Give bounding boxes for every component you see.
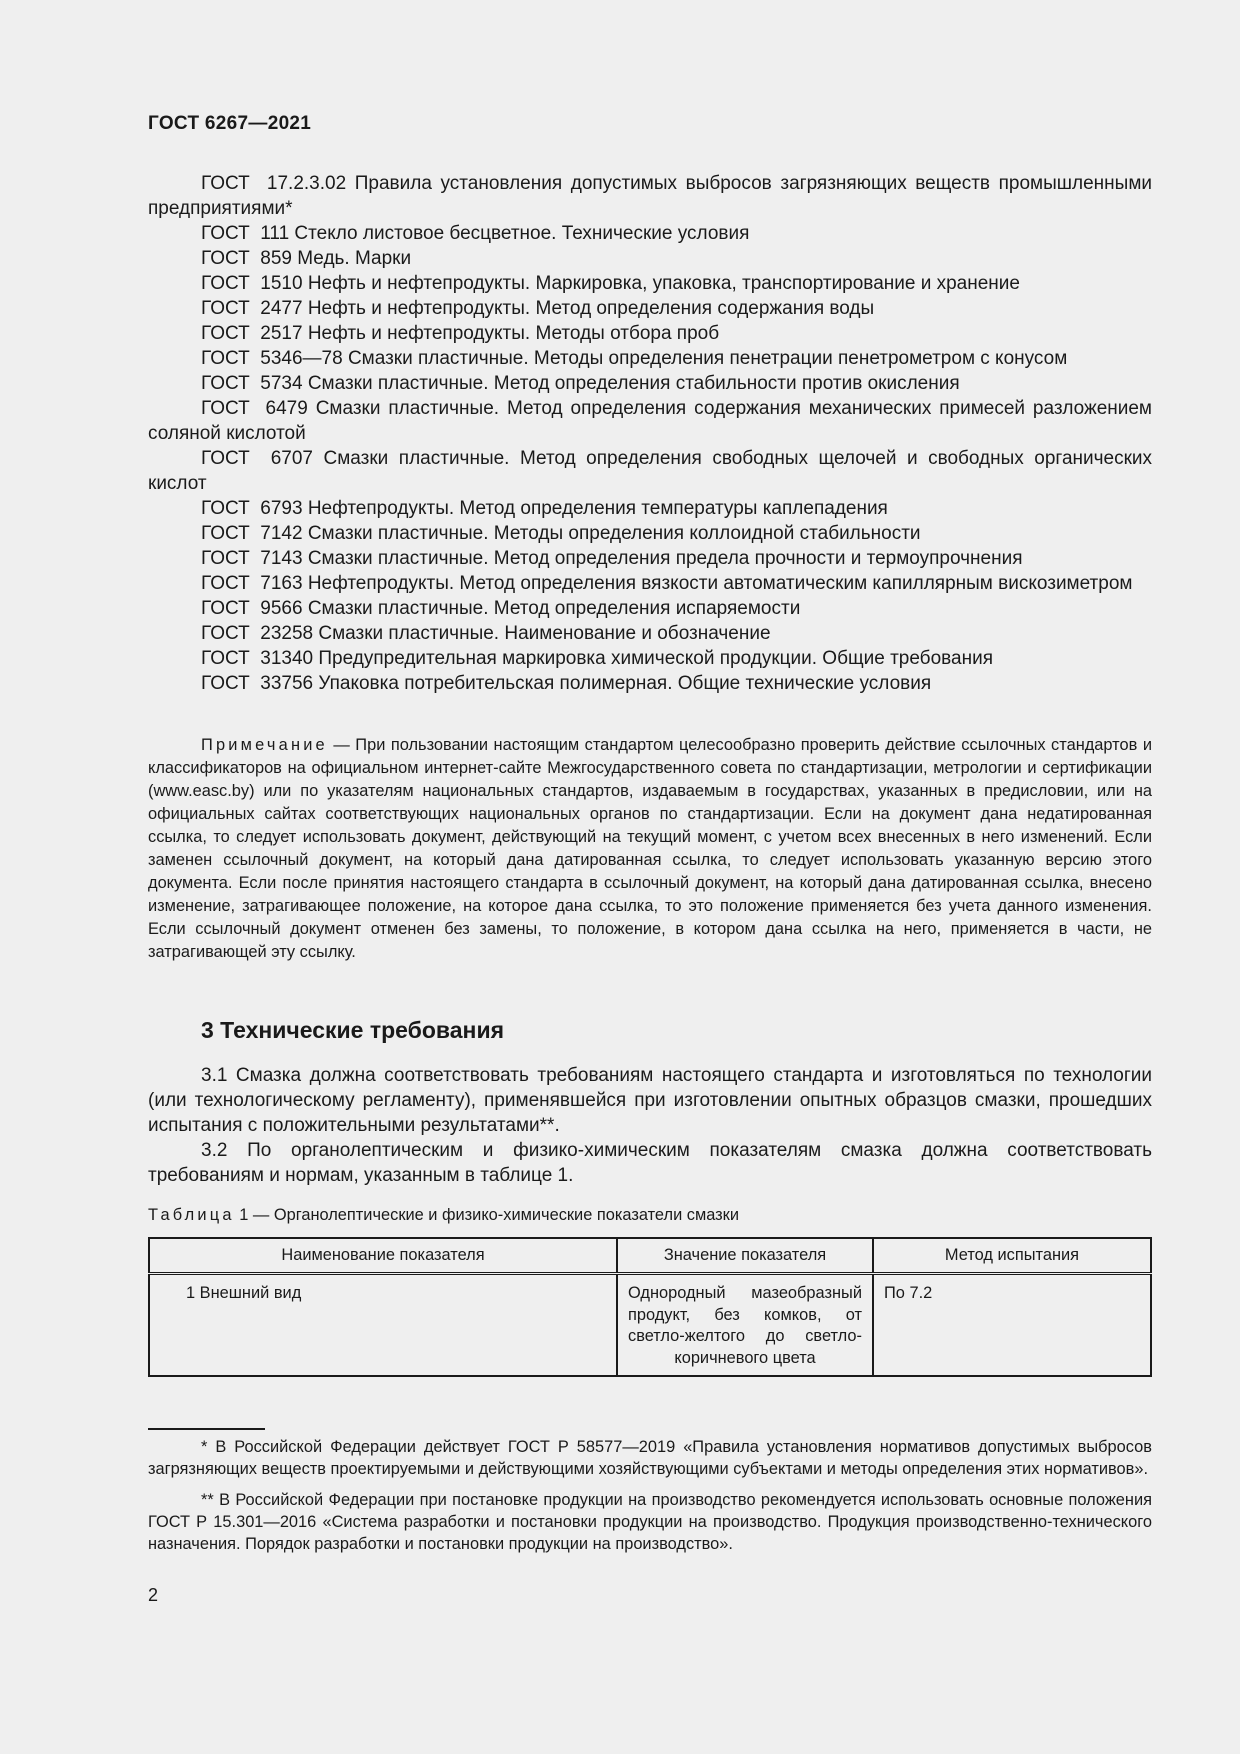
reference-title: Смазки пластичные. Метод определения испаряемости [307,598,801,619]
indicator-cell: 1 Внешний вид [149,1274,617,1377]
reference-title: Смазки пластичные. Методы определения пенетрации пенетрометром с конусом [347,348,1068,369]
reference-code: ГОСТ 5346—78 [201,348,343,369]
reference-item [148,221,1152,246]
reference-title: Смазки пластичные. Метод определения свободных щелочей и свободных органических кислот [148,448,1153,494]
reference-code: ГОСТ 6793 [201,498,303,519]
reference-code: ГОСТ 6707 [201,448,313,469]
reference-code: ГОСТ 2477 [201,298,303,319]
reference-title: Смазки пластичные. Наименование и обозначение [318,623,771,644]
value-cell: Однородный мазеобразный продукт, без комков, от светло-желтого до светло-коричневого цвета [617,1274,873,1377]
reference-code: ГОСТ 17.2.3.02 [201,173,347,194]
reference-item [148,171,1152,221]
footnotes [148,1436,1152,1564]
reference-code: ГОСТ 859 [201,248,292,269]
column-header-indicator: Наименование показателя [149,1238,617,1274]
reference-code: ГОСТ 23258 [201,623,314,644]
reference-item [148,346,1152,371]
note-text: — При пользовании настоящим стандартом целесообразно проверить действие ссылочных стандартов и классификаторов на официальном интернет-сайте Межгосударственного совета по стандартизации, метрологии и сертификации (www.easc.by) или по указателям национальных стандартов, издаваемым в государствах, указанных в предисловии, или на официальных сайтах соответствующих национальных органов по стандартизации. Если на документ дана недатированная ссылка, то следует использовать документ, действующий на текущий момент, с учетом всех внесенных в него изменений. Если заменен ссылочный документ, на который дана датированная ссылка, то следует использовать указанную версию этого документа. Если после принятия настоящего стандарта в ссылочный документ, на который дана датированная ссылка, внесено изменение, затрагивающее положение, на которое дана ссылка, то это положение применяется без учета данного изменения. Если ссылочный документ отменен без замены, то положение, в котором дана ссылка на него, применяется в части, не затрагивающей эту ссылку. [148,736,1152,961]
reference-item [148,621,1152,646]
reference-item [148,371,1152,396]
reference-title: Предупредительная маркировка химической продукции. Общие требования [318,648,993,669]
reference-item [148,396,1152,446]
footnote-separator [148,1428,265,1430]
references-note [148,734,1152,964]
reference-item [148,521,1152,546]
reference-code: ГОСТ 7142 [201,523,303,544]
reference-item [148,321,1152,346]
reference-code: ГОСТ 6479 [201,398,308,419]
reference-title: Смазки пластичные. Метод определения предела прочности и термоупрочнения [307,548,1023,569]
footnote-1: * В Российской Федерации действует ГОСТ Р 58577—2019 «Правила установления нормативов допустимых выбросов загрязняющих веществ проектируемыми и действующими хозяйствующими субъектами и методы определения этих нормативов». [148,1438,1152,1478]
reference-title: Медь. Марки [297,248,412,269]
reference-code: ГОСТ 1510 [201,273,303,294]
clause-3-2: 3.2 По органолептическим и физико-химическим показателям смазка должна соответствовать требованиям и нормам, указанным в таблице 1. [148,1140,1152,1186]
reference-title: Нефть и нефтепродукты. Метод определения содержания воды [307,298,875,319]
reference-item [148,446,1152,496]
reference-title: Нефтепродукты. Метод определения температуры каплепадения [307,498,888,519]
table-row [149,1274,1151,1377]
reference-title: Упаковка потребительская полимерная. Общие технические условия [318,673,932,694]
table-caption [148,1206,739,1225]
clause-3-1: 3.1 Смазка должна соответствовать требованиям настоящего стандарта и изготовляться по технологии (или технологическому регламенту), применявшейся при изготовлении опытных образцов смазки, прошедших испытания с положительными результатами**. [148,1065,1152,1136]
reference-title: Стекло листовое бесцветное. Технические условия [294,223,750,244]
reference-title: Нефть и нефтепродукты. Маркировка, упаковка, транспортирование и хранение [307,273,1020,294]
table-caption-text: 1 — Органолептические и физико-химические показатели смазки [234,1206,740,1224]
reference-title: Нефть и нефтепродукты. Методы отбора проб [307,323,720,344]
reference-item [148,596,1152,621]
reference-code: ГОСТ 2517 [201,323,303,344]
reference-item [148,571,1152,596]
normative-references-list [148,171,1152,696]
reference-item [148,496,1152,521]
reference-item [148,271,1152,296]
reference-code: ГОСТ 5734 [201,373,303,394]
reference-item [148,546,1152,571]
document-id-header: ГОСТ 6267—2021 [148,113,312,134]
reference-item [148,246,1152,271]
reference-code: ГОСТ 33756 [201,673,314,694]
reference-code: ГОСТ 31340 [201,648,314,669]
note-label: Примечание [201,736,328,754]
reference-title: Смазки пластичные. Метод определения содержания механических примесей разложением соляной кислотой [148,398,1152,444]
column-header-value: Значение показателя [617,1238,873,1274]
reference-title: Правила установления допустимых выбросов загрязняющих веществ промышленными предприятиями* [148,173,1152,219]
reference-code: ГОСТ 9566 [201,598,303,619]
reference-title: Смазки пластичные. Метод определения стабильности против окисления [307,373,960,394]
column-header-method: Метод испытания [873,1238,1151,1274]
reference-title: Смазки пластичные. Методы определения коллоидной стабильности [307,523,921,544]
reference-item [148,296,1152,321]
footnote-2: ** В Российской Федерации при постановке продукции на производство рекомендуется использовать основные положения ГОСТ Р 15.301—2016 «Система разработки и постановки продукции на производство. Продукция производственно-технического назначения. Порядок разработки и постановки продукции на производство». [148,1491,1152,1553]
reference-title: Нефтепродукты. Метод определения вязкости автоматическим капиллярным вискозиметром [307,573,1133,594]
reference-code: ГОСТ 7143 [201,548,303,569]
table-caption-label: Таблица [148,1206,235,1224]
page-number: 2 [148,1585,159,1605]
reference-code: ГОСТ 7163 [201,573,303,594]
parameters-table [148,1237,1152,1377]
reference-item [148,671,1152,696]
reference-code: ГОСТ 111 [201,223,290,244]
table-header-row [149,1238,1151,1274]
section-title: 3 Технические требования [201,1017,504,1043]
section-body [148,1063,1152,1188]
method-cell: По 7.2 [873,1274,1151,1377]
reference-item [148,646,1152,671]
